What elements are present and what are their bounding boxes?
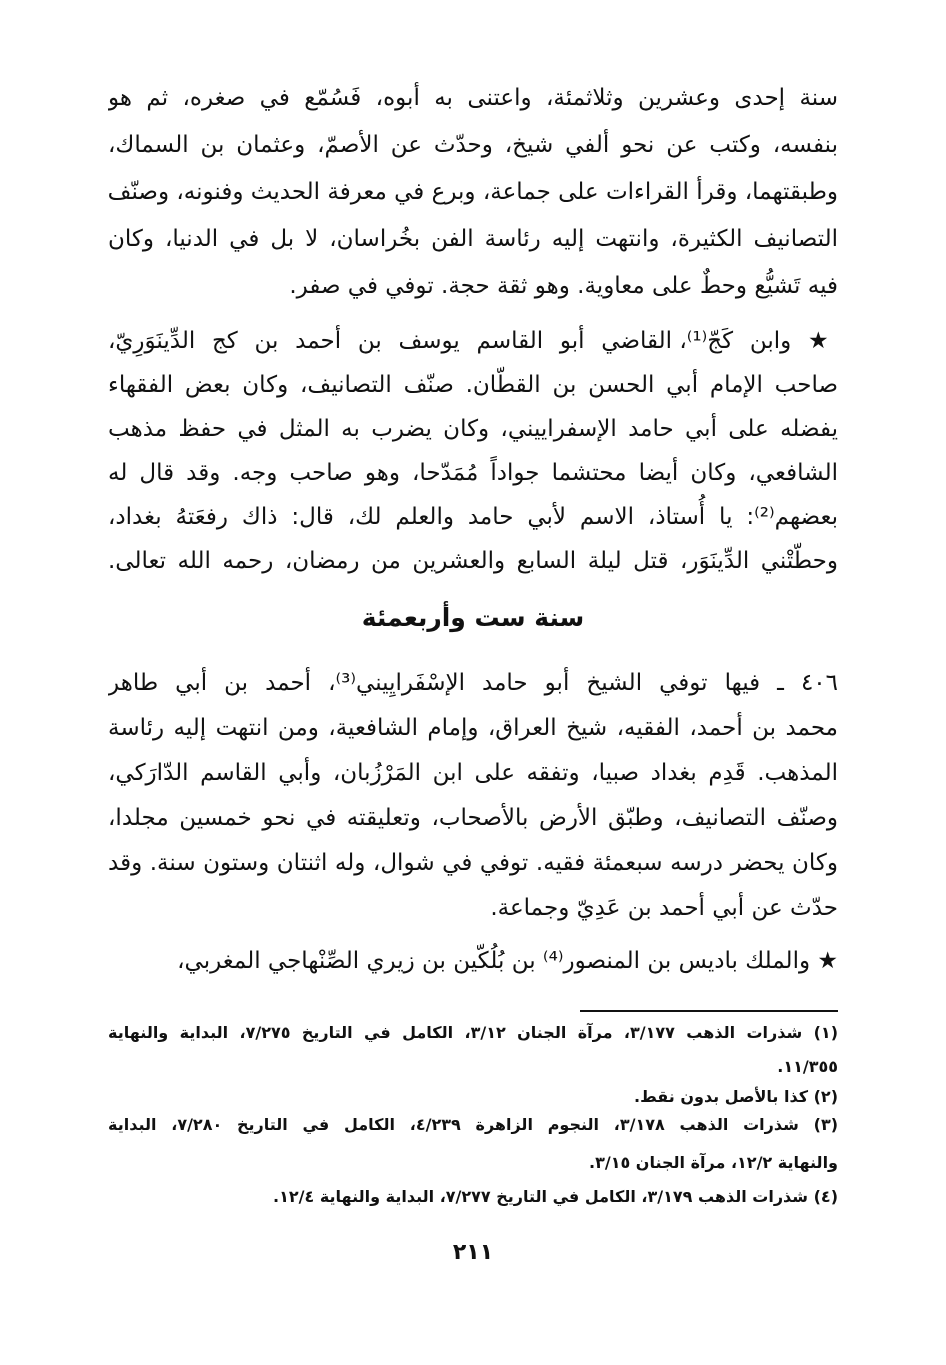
body-line: المذهب. قَدِم بغداد صبيا، وتفقه على ابن المَرْزُبان، وأبي القاسم الدّارَكي، [108, 760, 838, 786]
body-line: ★ والملك باديس بن المنصور⁽⁴⁾ بن بُلُكّين بن زيري الصِّنْهاجي المغربي، [177, 948, 838, 974]
body-line: ٤٠٦ ـ فيها توفي الشيخ أبو حامد الإسْفَرايِيني⁽³⁾، أحمد بن أبي طاهر [108, 670, 838, 696]
body-line: الشافعي، وكان أيضا محتشما جواداً مُمَدّحا، وهو صاحب وجه. وقد قال له [108, 460, 838, 486]
body-line: التصانيف الكثيرة، وانتهت إليه رئاسة الفن بخُراسان، لا بل في الدنيا، وكان [108, 226, 838, 252]
body-line: ★ وابن كَجّ⁽¹⁾، القاضي أبو القاسم يوسف بن أحمد بن كج الدِّينَوَرِيّ، [108, 328, 838, 354]
footnote-line: (٤) شذرات الذهب ٣/١٧٩، الكامل في التاريخ ٧/٢٧٧، البداية والنهاية ١٢/٤. [273, 1187, 838, 1206]
body-line: بنفسه، وكتب عن نحو ألفي شيخ، وحدّث عن الأصمّ، وعثمان بن السماك، [108, 132, 838, 158]
body-line: وطبقتهما، وقرأ القراءات على جماعة، وبرع في معرفة الحديث وفنونه، وصنّف [108, 179, 838, 205]
section-heading: سنة ست وأربعمئة [361, 603, 585, 632]
body-line: فيه تَشيُّع وحطٌ على معاوية. وهو ثقة حجة. توفي في صفر. [289, 273, 838, 299]
body-line: وحطّتْني الدِّينَوَر، قتل ليلة السابع والعشرين من رمضان، رحمه الله تعالى. [108, 548, 838, 574]
body-line: صاحب الإمام أبي الحسن بن القطّان. صنّف التصانيف، وكان بعض الفقهاء [108, 372, 838, 398]
footnote-line: (١) شذرات الذهب ٣/١٧٧، مرآة الجنان ٣/١٢، الكامل في التاريخ ٧/٢٧٥، البداية والنهاية [108, 1023, 838, 1042]
body-line: وكان يحضر درسه سبعمئة فقيه. توفي في شوال، وله اثنتان وستون سنة. وقد [108, 850, 838, 876]
footnote-line: والنهاية ١٢/٢، مرآة الجنان ٣/١٥. [589, 1153, 838, 1172]
footnote-separator [580, 1010, 838, 1012]
page-number: ٢١١ [452, 1240, 494, 1265]
body-line: سنة إحدى وعشرين وثلاثمئة، واعتنى به أبوه، فَسُمّع في صغره، ثم هو [108, 85, 838, 111]
footnote-line: ١١/٣٥٥. [777, 1057, 838, 1076]
footnote-line: (٢) كذا بالأصل بدون نقط. [634, 1087, 838, 1106]
body-line: يفضله على أبي حامد الإسفراييني، وكان يضرب به المثل في حفظ مذهب [108, 416, 838, 442]
footnote-line: (٣) شذرات الذهب ٣/١٧٨، النجوم الزاهرة ٤/٢٣٩، الكامل في التاريخ ٧/٢٨٠، البداية [108, 1115, 838, 1134]
body-line: بعضهم⁽²⁾: يا أُستاذ، الاسم لأبي حامد والعلم لك، قال: ذاك رفعَتهُ بغداد، [108, 504, 838, 530]
body-line: وصنّف التصانيف، وطبّق الأرض بالأصحاب، وتعليقته في نحو خمسين مجلدا، [108, 805, 838, 831]
body-line: حدّث عن أبي أحمد بن عَدِيّ وجماعة. [490, 895, 838, 921]
body-line: محمد بن أحمد، الفقيه، شيخ العراق، وإمام الشافعية، ومن انتهت إليه رئاسة [108, 715, 838, 741]
